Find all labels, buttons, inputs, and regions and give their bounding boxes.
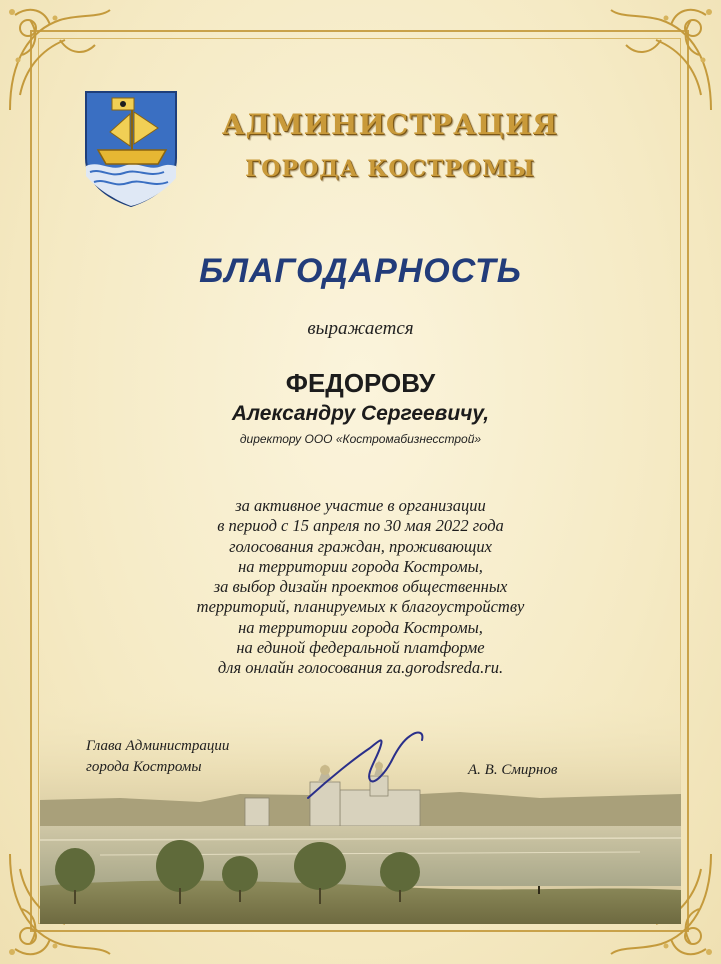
body-line: для онлайн голосования za.gorodsreda.ru.: [217, 658, 504, 678]
recipient-surname: ФЕДОРОВУ: [285, 368, 436, 398]
signatory-title-line: города Костромы: [86, 759, 202, 775]
certificate-subtitle: выражается: [307, 318, 414, 339]
body-line: территорий, планируемых к благоустройству: [196, 597, 525, 617]
body-line: голосования граждан, проживающих: [229, 536, 492, 556]
certificate-body: [0, 496, 721, 679]
signatory-title-line: Глава Администрации: [86, 738, 230, 754]
signatory-name: А. В. Смирнов: [468, 762, 558, 778]
certificate-title: БЛАГОДАРНОСТЬ: [199, 252, 522, 290]
body-line: в период с 15 апреля по 30 мая 2022 года: [217, 516, 504, 536]
organization-city: ГОРОДА КОСТРОМЫ: [245, 156, 535, 182]
body-line: за активное участие в организации: [235, 496, 486, 515]
signatory-title: [86, 736, 229, 778]
ornament-corner-icon: [601, 0, 721, 120]
coat-of-arms-icon: [80, 88, 182, 208]
body-line: на территории города Костромы,: [238, 617, 483, 637]
recipient-position: директору ООО «Костромабизнесстрой»: [239, 432, 482, 446]
recipient-name: Александру Сергеевичу,: [231, 402, 490, 425]
body-line: на единой федеральной платформе: [236, 638, 485, 658]
handwritten-signature-icon: [300, 718, 430, 808]
organization-name: АДМИНИСТРАЦИЯ: [221, 108, 559, 141]
body-line: за выбор дизайн проектов общественных: [213, 577, 508, 597]
body-line: на территории города Костромы,: [238, 556, 483, 576]
